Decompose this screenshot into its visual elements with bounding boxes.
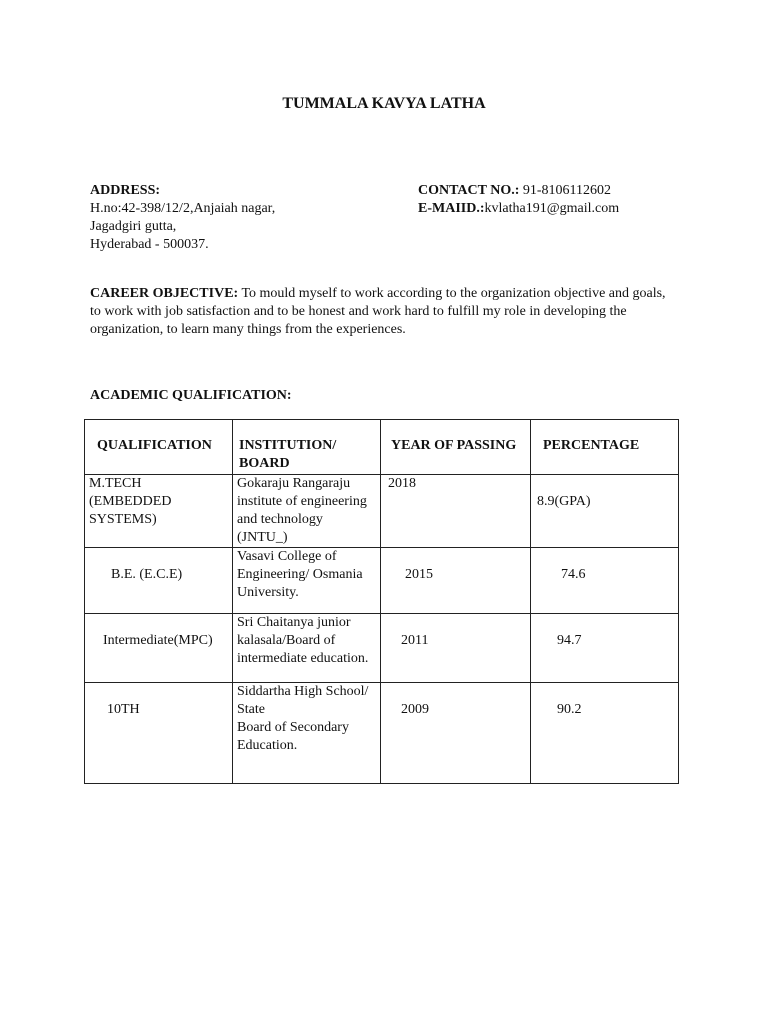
percentage-cell: 74.6 <box>531 548 679 614</box>
institution-cell <box>233 683 381 784</box>
institution-cell <box>233 548 381 614</box>
address-label: ADDRESS: <box>90 183 161 198</box>
institution-line: intermediate education. <box>237 651 369 666</box>
qualification-cell <box>85 475 233 548</box>
phone-number: 91-8106112602 <box>519 183 612 198</box>
institution-line: Education. <box>237 738 298 753</box>
header-percentage: PERCENTAGE <box>531 420 679 475</box>
address-block <box>90 182 390 254</box>
institution-line: Sri Chaitanya junior <box>237 615 351 630</box>
objective-text: To mould myself to work according to the organization objective and goals, to work with job satisfaction and to be honest and work hard to fulfill my role in developing the organization, to learn many things from the experiences. <box>90 286 666 337</box>
institution-line: (JNTU_) <box>237 530 288 545</box>
institution-line: Vasavi College of <box>237 549 337 564</box>
year-cell: 2018 <box>381 475 531 548</box>
qualification-cell <box>85 548 233 614</box>
phone-line <box>418 182 718 200</box>
year-cell: 2015 <box>381 548 531 614</box>
institution-line: kalasala/Board of <box>237 633 336 648</box>
percentage-cell: 94.7 <box>531 614 679 683</box>
table-header-row <box>85 420 679 475</box>
table-row <box>85 548 679 614</box>
objective-label: CAREER OBJECTIVE: <box>90 286 239 301</box>
qualification-cell <box>85 614 233 683</box>
qualification-line: (EMBEDDED <box>89 494 172 509</box>
qualification-line: Intermediate(MPC) <box>103 633 213 648</box>
table-row <box>85 614 679 683</box>
qualification-line: M.TECH <box>89 476 142 491</box>
qualification-table <box>84 419 679 784</box>
institution-line: State <box>237 702 265 717</box>
email-label: E-MAIID.: <box>418 201 485 216</box>
career-objective <box>90 285 675 339</box>
header-institution: INSTITUTION/ BOARD <box>233 420 381 475</box>
qualification-line: B.E. (E.C.E) <box>111 567 183 582</box>
year-cell: 2009 <box>381 683 531 784</box>
header-qualification: QUALIFICATION <box>85 420 233 475</box>
address-line-1: H.no:42-398/12/2,Anjaiah nagar, <box>90 201 276 216</box>
year-cell: 2011 <box>381 614 531 683</box>
institution-cell <box>233 614 381 683</box>
email-address: kvlatha191@gmail.com <box>484 201 620 216</box>
institution-line: University. <box>237 585 299 600</box>
candidate-name: TUMMALA KAVYA LATHA <box>282 95 486 112</box>
email-line <box>418 200 718 218</box>
institution-line: institute of engineering <box>237 494 367 509</box>
qualification-cell <box>85 683 233 784</box>
table-row <box>85 683 679 784</box>
institution-line: Gokaraju Rangaraju <box>237 476 351 491</box>
institution-line: Engineering/ Osmania <box>237 567 363 582</box>
phone-label: CONTACT NO.: <box>418 183 520 198</box>
header-year: YEAR OF PASSING <box>381 420 531 475</box>
table-row <box>85 475 679 548</box>
percentage-cell: 90.2 <box>531 683 679 784</box>
address-line-2: Jagadgiri gutta, <box>90 219 177 234</box>
institution-line: Siddartha High School/ <box>237 684 369 699</box>
institution-line: Board of Secondary <box>237 720 349 735</box>
address-line-3: Hyderabad - 500037. <box>90 237 209 252</box>
academic-heading: ACADEMIC QUALIFICATION: <box>90 388 292 403</box>
contact-block <box>418 182 718 218</box>
qualification-line: 10TH <box>107 702 140 717</box>
qualification-line: SYSTEMS) <box>89 512 157 527</box>
institution-line: and technology <box>237 512 323 527</box>
institution-cell <box>233 475 381 548</box>
percentage-cell: 8.9(GPA) <box>531 475 679 548</box>
